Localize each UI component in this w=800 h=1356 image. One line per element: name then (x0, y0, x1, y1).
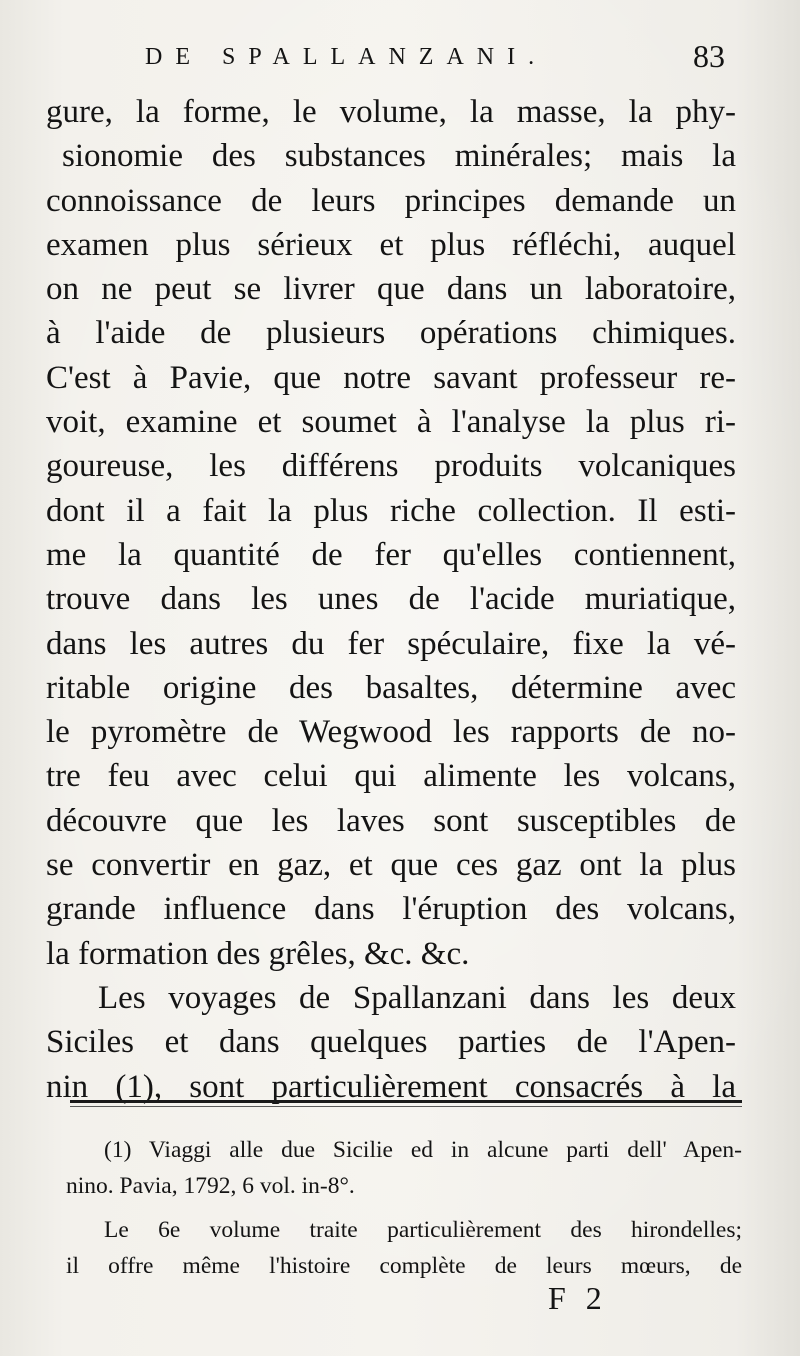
footnote-line: Le 6e volume traite particulièrement des hirondelles; (104, 1217, 742, 1243)
body-line: tre feu avec celui qui alimente les volcans, (46, 758, 736, 795)
footnote-line: nino. Pavia, 1792, 6 vol. in-8°. (66, 1173, 355, 1199)
body-line: gure, la forme, le volume, la masse, la phy- (46, 94, 736, 130)
body-line: Siciles et dans quelques parties de l'Apen- (46, 1024, 736, 1061)
signature-mark: F 2 (548, 1280, 608, 1316)
body-line: grande influence dans l'éruption des volcans, (46, 891, 736, 928)
body-line: à l'aide de plusieurs opérations chimiques. (46, 315, 736, 352)
body-line: le pyromètre de Wegwood les rapports de no- (46, 714, 736, 751)
body-text (46, 90, 736, 1109)
body-line: me la quantité de fer qu'elles contiennent, (46, 536, 736, 573)
body-line: dont il a fait la plus riche collection. Il esti- (46, 492, 736, 529)
footnotes (66, 1132, 742, 1284)
body-line: sionomie des substances minérales; mais la (62, 138, 736, 175)
body-line: Les voyages de Spallanzani dans les deux (98, 979, 736, 1016)
footnote-line: il offre même l'histoire complète de leurs mœurs, de (66, 1253, 742, 1279)
body-line: nin (1), sont particulièrement consacrés à la (46, 1068, 736, 1105)
body-line: voit, examine et soumet à l'analyse la plus ri- (46, 404, 736, 441)
body-line: la formation des grêles, &c. &c. (46, 935, 470, 972)
body-line: ritable origine des basaltes, détermine avec (46, 669, 736, 706)
running-head-title: DE SPALLANZANI. (145, 44, 548, 70)
body-line: trouve dans les unes de l'acide muriatique, (46, 581, 736, 618)
body-line: examen plus sérieux et plus réfléchi, auquel (46, 226, 736, 263)
body-line: découvre que les laves sont susceptibles de (46, 802, 736, 839)
body-line: C'est à Pavie, que notre savant professeur re- (46, 359, 736, 396)
running-head (145, 40, 725, 80)
page-number: 83 (693, 38, 725, 74)
footnote-line: (1) Viaggi alle due Sicilie ed in alcune parti dell' Apen- (104, 1137, 742, 1163)
body-line: connoissance de leurs principes demande un (46, 182, 736, 219)
body-line: se convertir en gaz, et que ces gaz ont la plus (46, 847, 736, 884)
body-line: dans les autres du fer spéculaire, fixe la vé- (46, 625, 736, 662)
body-line: goureuse, les différens produits volcaniques (46, 448, 736, 485)
body-line: on ne peut se livrer que dans un laboratoire, (46, 271, 736, 308)
footnote-rule (70, 1100, 742, 1103)
